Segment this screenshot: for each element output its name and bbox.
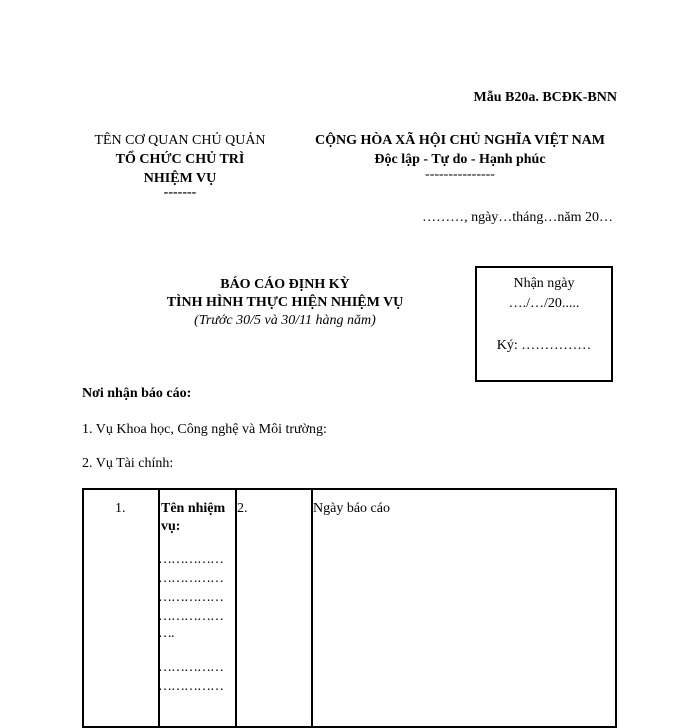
dotted-line: …. xyxy=(158,626,174,641)
table-cell-task-label xyxy=(161,500,225,536)
national-divider: --------------- xyxy=(425,167,495,182)
report-deadline: (Trước 30/5 và 30/11 hàng năm) xyxy=(194,313,376,328)
form-code: Mẫu B20a. BCĐK-BNN xyxy=(473,90,617,105)
recipients-title: Nơi nhận báo cáo: xyxy=(82,386,192,401)
national-motto: Độc lập - Tự do - Hạnh phúc xyxy=(374,152,546,167)
agency-parent: TÊN CƠ QUAN CHỦ QUẢN xyxy=(94,133,266,148)
agency-divider: ------- xyxy=(163,185,197,200)
dotted-line: …………… xyxy=(158,679,223,694)
agency-task: NHIỆM VỤ xyxy=(143,171,217,186)
agency-header xyxy=(70,131,290,198)
dotted-line: …………… xyxy=(158,590,223,605)
table-cell-report-date: Ngày báo cáo xyxy=(313,501,390,516)
report-title-line1: BÁO CÁO ĐỊNH KỲ xyxy=(220,277,350,292)
table-divider xyxy=(311,490,313,726)
task-label-line2: vụ: xyxy=(161,519,181,534)
dotted-line: …………… xyxy=(158,660,223,675)
report-title-line2: TÌNH HÌNH THỰC HIỆN NHIỆM VỤ xyxy=(166,295,404,310)
table-divider xyxy=(235,490,237,726)
table-cell-number: 1. xyxy=(115,501,126,516)
national-header xyxy=(285,131,635,181)
table-cell-number-2: 2. xyxy=(237,501,248,516)
date-line: ………, ngày…tháng…năm 20… xyxy=(422,210,613,225)
receive-signature: Ký: …………… xyxy=(496,338,592,353)
dotted-line: …………… xyxy=(158,552,223,567)
dotted-line: …………… xyxy=(158,571,223,586)
receive-date-label: Nhận ngày xyxy=(513,276,575,291)
receive-date-value: …./…/20..... xyxy=(508,296,580,311)
receive-stamp-box xyxy=(475,266,613,382)
dotted-line: …………… xyxy=(158,609,223,624)
national-title: CỘNG HÒA XÃ HỘI CHỦ NGHĨA VIỆT NAM xyxy=(314,133,605,148)
agency-host: TỔ CHỨC CHỦ TRÌ xyxy=(115,152,245,167)
recipient-item: 1. Vụ Khoa học, Công nghệ và Môi trường: xyxy=(82,422,327,437)
recipient-item: 2. Vụ Tài chính: xyxy=(82,456,174,471)
report-title xyxy=(120,276,450,330)
task-label-line1: Tên nhiệm xyxy=(161,501,226,516)
